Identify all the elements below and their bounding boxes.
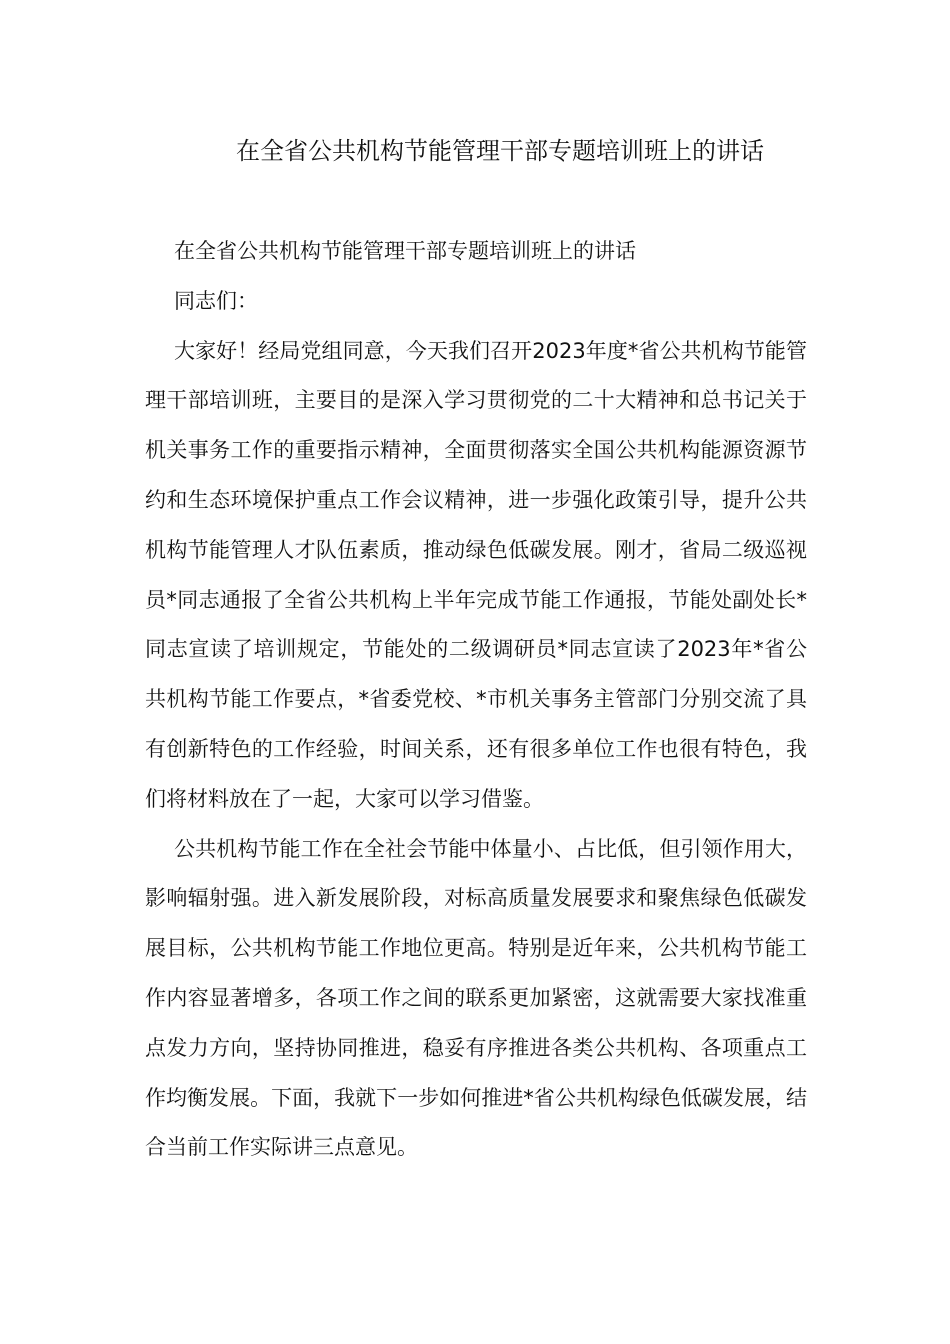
paragraph-salutation: 同志们： [174,288,258,313]
paragraph-context: 公共机构节能工作在全社会节能中体量小、占比低，但引领作用大，影响辐射强。进入新发展阶段，对标高质量发展要求和聚焦绿色低碳发展目标，公共机构节能工作地位更高。特别是近年来，公共机构节能工作内容显著增多，各项工作之间的联系更加紧密，这就需要大家找准重点发力方向，坚持协同推进，稳妥有序推进各类公共机构、各项重点工作均衡发展。下面，我就下一步如何推进*省公共机构绿色低碳发展，结合当前工作实际讲三点意见。 [145,836,807,1160]
paragraph-opening: 大家好！经局党组同意，今天我们召开2023年度*省公共机构节能管理干部培训班，主要目的是深入学习贯彻党的二十大精神和总书记关于机关事务工作的重要指示精神，全面贯彻落实全国公共机构能源资源节约和生态环境保护重点工作会议精神，进一步强化政策引导，提升公共机构节能管理人才队伍素质，推动绿色低碳发展。刚才，省局二级巡视员*同志通报了全省公共机构上半年完成节能工作通报，节能处副处长*同志宣读了培训规定，节能处的二级调研员*同志宣读了2023年*省公共机构节能工作要点，*省委党校、*市机关事务主管部门分别交流了具有创新特色的工作经验，时间关系，还有很多单位工作也很有特色，我们将材料放在了一起，大家可以学习借鉴。 [145,338,807,811]
document-body [145,227,807,1173]
document-title: 在全省公共机构节能管理干部专题培训班上的讲话 [236,137,764,165]
paragraph-subtitle: 在全省公共机构节能管理干部专题培训班上的讲话 [174,239,636,263]
